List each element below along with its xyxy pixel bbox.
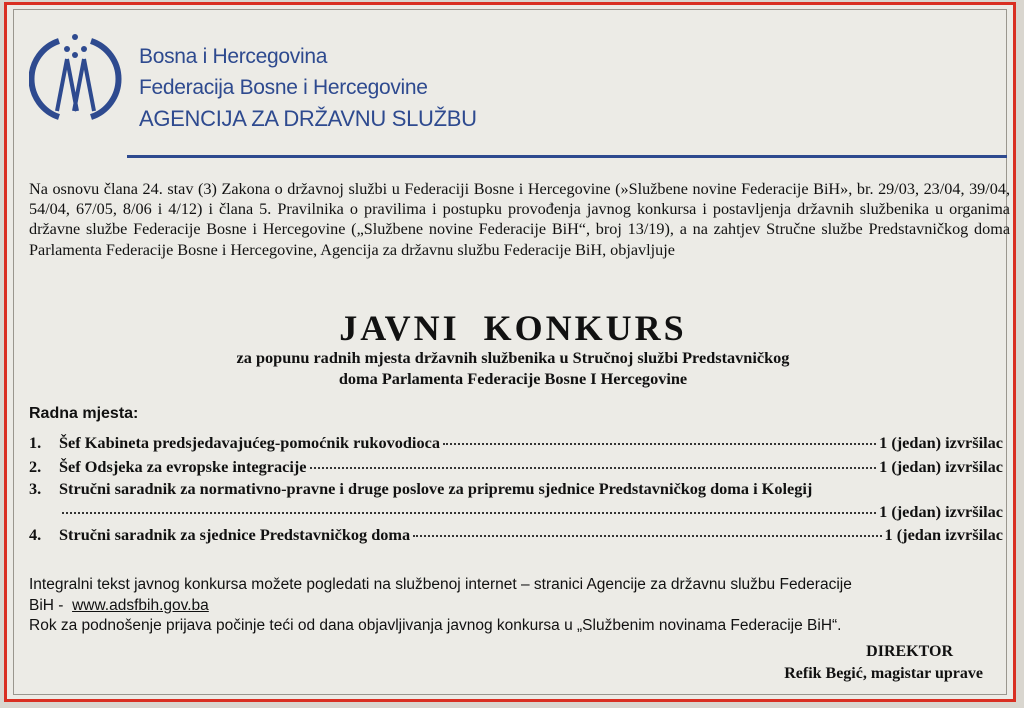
signature-block (784, 641, 983, 685)
outro-line-1: Integralni tekst javnog konkursa možete pogledati na službenoj internet – stranici Agencije za državnu službu Federacije (29, 576, 852, 593)
outro-line-3: Rok za podnošenje prijava počinje teći od dana objavljivanja javnog konkursa u „Službenim novinama Federacije BiH“. (29, 617, 842, 634)
position-number: 1. (29, 433, 42, 452)
agency-line-2: Federacija Bosne i Hercegovine (139, 76, 428, 99)
dot-leader (443, 443, 876, 445)
subtitle-line-2: doma Parlamenta Federacije Bosne I Hercegovine (338, 369, 688, 388)
outro-block (29, 575, 1009, 637)
agency-logo-icon (29, 29, 129, 129)
website-link[interactable]: www.adsfbih.gov.ba (72, 596, 209, 614)
agency-line-3: AGENCIJA ZA DRŽAVNU SLUŽBU (139, 106, 477, 131)
position-item (29, 433, 1003, 453)
position-name: Stručni saradnik za sjednice Predstavničkog doma (59, 525, 411, 544)
position-quantity: 1 (jedan izvršilac (884, 525, 1003, 544)
dot-leader (310, 467, 877, 469)
position-number: 4. (29, 525, 42, 544)
position-item (29, 457, 1003, 477)
intro-paragraph: Na osnovu člana 24. stav (3) Zakona o državnoj službi u Federaciji Bosne i Hercegovine (»Službene novine Federacije BiH», br. 29/03, 23/04, 39/04, 54/04, 67/05, 8/06 i 4/12) i člana 5. Pravilnika o pravilima i postupku provođenja javnog konkursa i postavljenja državnih službenika u organima državne službe Federacije Bosne i Hercegovine („Službene novine Federacije BiH“, broj 13/19), a na zahtjev Stručne službe Predstavničkog doma Parlamenta Federacije Bosne i Hercegovine, Agencija za državnu službu Federacije BiH, objavljuje (29, 180, 1010, 259)
dot-leader (62, 512, 876, 514)
announcement-subtitle (7, 347, 1019, 389)
position-item-continuation (29, 502, 1003, 522)
agency-name-block (139, 41, 477, 134)
position-name: Šef Odsjeka za evropske integracije (59, 457, 307, 476)
position-item (29, 479, 1003, 499)
signature-name: Refik Begić, magistar uprave (784, 665, 983, 682)
subtitle-line-1: za popunu radnih mjesta državnih službenika u Stručnoj službi Predstavničkog (236, 348, 790, 367)
agency-line-1: Bosna i Hercegovina (139, 45, 328, 68)
position-quantity: 1 (jedan) izvršilac (879, 457, 1003, 476)
positions-heading: Radna mjesta: (29, 405, 139, 422)
dot-leader (413, 535, 881, 537)
outro-line-2-prefix: BiH - (29, 596, 64, 614)
position-number: 2. (29, 457, 42, 476)
outro-line-2 (29, 596, 1009, 617)
position-quantity: 1 (jedan) izvršilac (879, 502, 1003, 521)
announcement-frame (4, 2, 1016, 702)
position-quantity: 1 (jedan) izvršilac (879, 433, 1003, 452)
header-rule (127, 155, 1007, 158)
position-name: Šef Kabineta predsjedavajućeg-pomoćnik rukovodioca (59, 433, 440, 452)
position-item (29, 525, 1003, 545)
announcement-title: JAVNI KONKURS (339, 308, 687, 348)
signature-title: DIREKTOR (866, 643, 953, 660)
position-name: Stručni saradnik za normativno-pravne i druge poslove za pripremu sjednice Predstavničkog doma i Kolegij (59, 479, 813, 498)
position-number: 3. (29, 479, 42, 498)
